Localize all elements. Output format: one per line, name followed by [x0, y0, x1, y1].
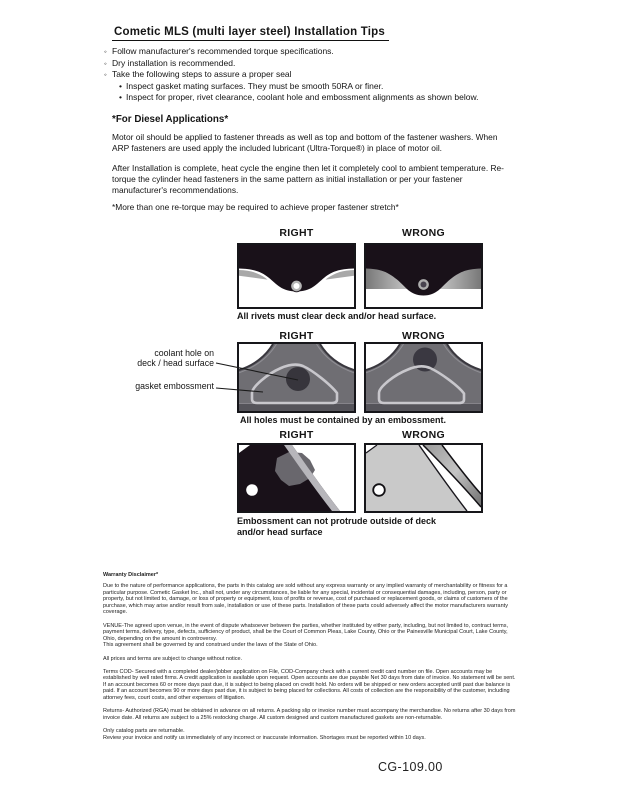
callout-line: deck / head surface [137, 358, 214, 368]
disclaimer-paragraph [103, 728, 516, 741]
dot-bullet-icon: • [119, 92, 122, 103]
list-item-text: Take the following steps to assure a proper seal [112, 69, 292, 80]
diesel-paragraph-1: Motor oil should be applied to fastener threads as well as top and bottom of the fastener washers. When ARP fasteners are used apply the included lubricant (Ultra-Torque®) in place of motor oil. [112, 132, 498, 154]
figure1-right-diagram [237, 243, 356, 309]
list-item-text: Inspect gasket mating surfaces. They must be smooth 50RA or finer. [126, 80, 384, 91]
figure3-wrong-diagram [364, 443, 483, 513]
list-item-text: Follow manufacturer's recommended torque specifications. [112, 46, 334, 56]
figure1-wrong-label: WRONG [402, 227, 445, 239]
list-item [104, 81, 524, 93]
figure2-right-label: RIGHT [279, 330, 314, 342]
disclaimer-paragraph [103, 656, 516, 662]
figure2-caption: All holes must be contained by an embossment. [240, 415, 447, 425]
warranty-disclaimer-heading: Warranty Disclaimer* [103, 572, 159, 578]
dot-bullet-icon: • [119, 80, 122, 91]
callout-line: gasket embossment [135, 381, 214, 391]
list-item [104, 92, 524, 104]
disclaimer-text: Terms COD- Secured with a completed dealer/jobber application on File, COD-Company check with a current credit card number on file. Open accounts may be established by well rated firms. A credit application is available upon request. Open accounts are due payable Net 30 days from date of invoice. No statement will be sent. If an account becomes 60 or more days past due, it is subject to being placed on credit hold. No orders will be shipped or new orders accepted until past due balance is paid. If an account becomes 90 or more days past due, it is subject to being placed for collections. All costs of collection are the responsibility of the customer, including attorney fees, court costs, and other expenses of litigation. [103, 668, 516, 701]
disclaimer-text: VENUE-The agreed upon venue, in the event of dispute whatsoever between the parties, whether instituted by either party, including, but not limited to, contract terms, payment terms, delivery, type, defects, sufficiency of product, shall be the Court of Common Pleas, Lake County, Ohio or the Painesville Municipal Court, Lake County, Ohio, depending on the amount in controversy. [103, 622, 508, 642]
diesel-applications-heading: *For Diesel Applications* [112, 114, 229, 125]
circle-bullet-icon: ◦ [104, 58, 107, 68]
callout-line: coolant hole on [154, 348, 214, 358]
gasket-embossment-callout [108, 381, 214, 391]
disclaimer-text: Only catalog parts are returnable. [103, 728, 185, 735]
list-item [104, 46, 524, 58]
page-title: Cometic MLS (multi layer steel) Installation Tips [112, 26, 389, 41]
hole-contained-wrong-illustration [366, 344, 481, 411]
hole-contained-right-illustration [239, 344, 354, 411]
disclaimer-paragraph [103, 583, 516, 615]
disclaimer-text: Due to the nature of performance applications, the parts in this catalog are sold without any express warranty or any implied warranty of merchantability or fitness for a particular purpose. Cometic Gasket Inc., shall not, under any circumstances, be liable for any special, incidental or consequential damages, including, person, party or property, but not limited to, damage, or loss of property or equipment, loss of profits or revenue, cost of purchased or replacement goods, or claims of customers of the purchase, which may arise and/or result from sale, installation or use of these parts. Installation of these parts could adversely affect the motor manufacturers warranty coverage. [103, 583, 508, 616]
diesel-paragraph-2: After Installation is complete, heat cycle the engine then let it completely cool to ambient temperature. Re-torque the cylinder head fasteners in the same pattern as initial installation or per your fastener manufacturer's recommendations. [112, 163, 504, 196]
figure2-wrong-label: WRONG [402, 330, 445, 342]
figure2-wrong-diagram [364, 342, 483, 413]
disclaimer-text: Returns- Authorized (RGA) must be obtained in advance on all returns. A packing slip or invoice number must accompany the merchandise. No returns after 30 days from invoice date. All returns are subject to a 25% restocking charge. All custom designed and custom manufactured gaskets are non-returnable. [103, 708, 516, 721]
rivet-clear-wrong-illustration [366, 245, 481, 307]
circle-bullet-icon: ◦ [104, 47, 107, 56]
protrude-right-illustration [239, 445, 354, 511]
disclaimer-paragraph [103, 708, 516, 721]
list-item-text: Dry installation is recommended. [112, 57, 236, 68]
disclaimer-paragraph [103, 669, 516, 701]
figure1-right-label: RIGHT [279, 227, 314, 239]
coolant-hole-callout [108, 348, 214, 368]
disclaimer-text: Review your invoice and notify us immediately of any incorrect or inaccurate information. Shortages must be reported within 10 days. [103, 734, 426, 741]
warranty-disclaimer [103, 572, 516, 748]
circle-bullet-icon: ◦ [104, 70, 107, 80]
figure3-right-diagram [237, 443, 356, 513]
rivet-clear-right-illustration [239, 245, 354, 307]
page-number: CG-109.00 [378, 760, 443, 774]
disclaimer-text: This agreement shall be governed by and construed under the laws of the State of Ohio. [103, 642, 318, 649]
retorque-note: *More than one re-torque may be required to achieve proper fastener stretch* [112, 202, 399, 212]
protrude-wrong-illustration [366, 445, 481, 511]
figure1-caption: All rivets must clear deck and/or head surface. [237, 311, 437, 321]
installation-tips-list [104, 46, 524, 104]
figure3-caption: Embossment can not protrude outside of deck and/or head surface [237, 516, 437, 537]
disclaimer-text: All prices and terms are subject to change without notice. [103, 655, 243, 662]
disclaimer-paragraph [103, 623, 516, 649]
figure1-wrong-diagram [364, 243, 483, 309]
figure3-wrong-label: WRONG [402, 429, 445, 441]
figure3-right-label: RIGHT [279, 429, 314, 441]
list-item [104, 58, 524, 70]
figure2-right-diagram [237, 342, 356, 413]
list-item [104, 69, 524, 81]
list-item-text: Inspect for proper, rivet clearance, coolant hole and embossment alignments as shown below. [126, 92, 479, 103]
